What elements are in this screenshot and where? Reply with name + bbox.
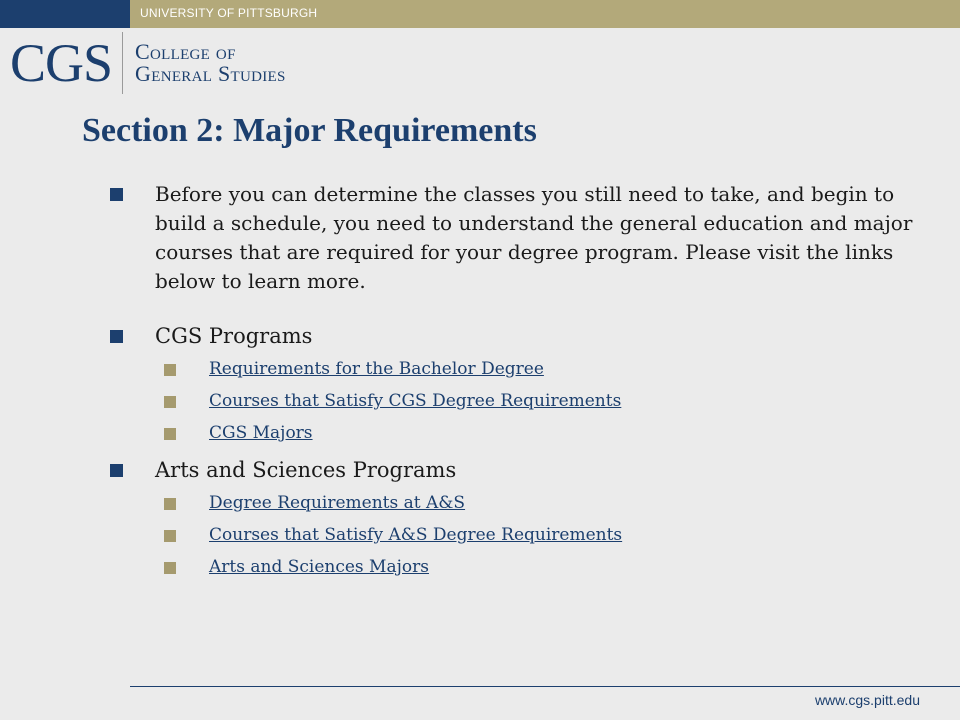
square-bullet-icon	[164, 530, 176, 542]
cgs-programs-heading	[110, 322, 920, 351]
link-bachelor-degree-requirements[interactable]: Requirements for the Bachelor Degree	[209, 359, 544, 379]
square-bullet-icon	[164, 364, 176, 376]
link-as-majors[interactable]: Arts and Sciences Majors	[209, 557, 429, 577]
section-heading: CGS Programs	[155, 324, 313, 348]
logo-college-name	[135, 41, 286, 85]
arts-sciences-programs-heading	[110, 456, 920, 485]
list-item	[164, 524, 920, 556]
list-item	[164, 556, 920, 588]
footer-url: www.cgs.pitt.edu	[814, 692, 920, 708]
cgs-programs-links	[164, 358, 920, 454]
university-name: UNIVERSITY OF PITTSBURGH	[140, 6, 318, 20]
link-cgs-degree-courses[interactable]: Courses that Satisfy CGS Degree Requirements	[209, 391, 622, 411]
list-item	[164, 390, 920, 422]
logo-divider	[122, 32, 123, 94]
square-bullet-icon	[110, 464, 123, 477]
intro-text: Before you can determine the classes you still need to take, and begin to build a schedule, you need to understand the general education and major courses that are required for your degree program. Please visit the links below to learn more.	[155, 182, 913, 293]
footer-divider	[130, 686, 960, 687]
list-item	[164, 422, 920, 454]
link-as-degree-requirements[interactable]: Degree Requirements at A&S	[209, 493, 466, 513]
logo-abbreviation: CGS	[10, 33, 113, 93]
header-bar-left	[0, 0, 130, 28]
square-bullet-icon	[164, 498, 176, 510]
slide-title: Section 2: Major Requirements	[82, 112, 537, 149]
logo-line-2: General Studies	[135, 61, 286, 86]
square-bullet-icon	[164, 562, 176, 574]
section-heading: Arts and Sciences Programs	[155, 458, 457, 482]
square-bullet-icon	[110, 330, 123, 343]
list-item	[164, 358, 920, 390]
arts-sciences-links	[164, 492, 920, 588]
link-cgs-majors[interactable]: CGS Majors	[209, 423, 313, 443]
link-as-degree-courses[interactable]: Courses that Satisfy A&S Degree Requirements	[209, 525, 623, 545]
square-bullet-icon	[164, 396, 176, 408]
logo-line-1: College of	[135, 39, 236, 64]
intro-bullet	[110, 180, 920, 296]
square-bullet-icon	[164, 428, 176, 440]
cgs-logo	[10, 32, 286, 94]
list-item	[164, 492, 920, 524]
square-bullet-icon	[110, 188, 123, 201]
slide-content	[110, 180, 920, 590]
